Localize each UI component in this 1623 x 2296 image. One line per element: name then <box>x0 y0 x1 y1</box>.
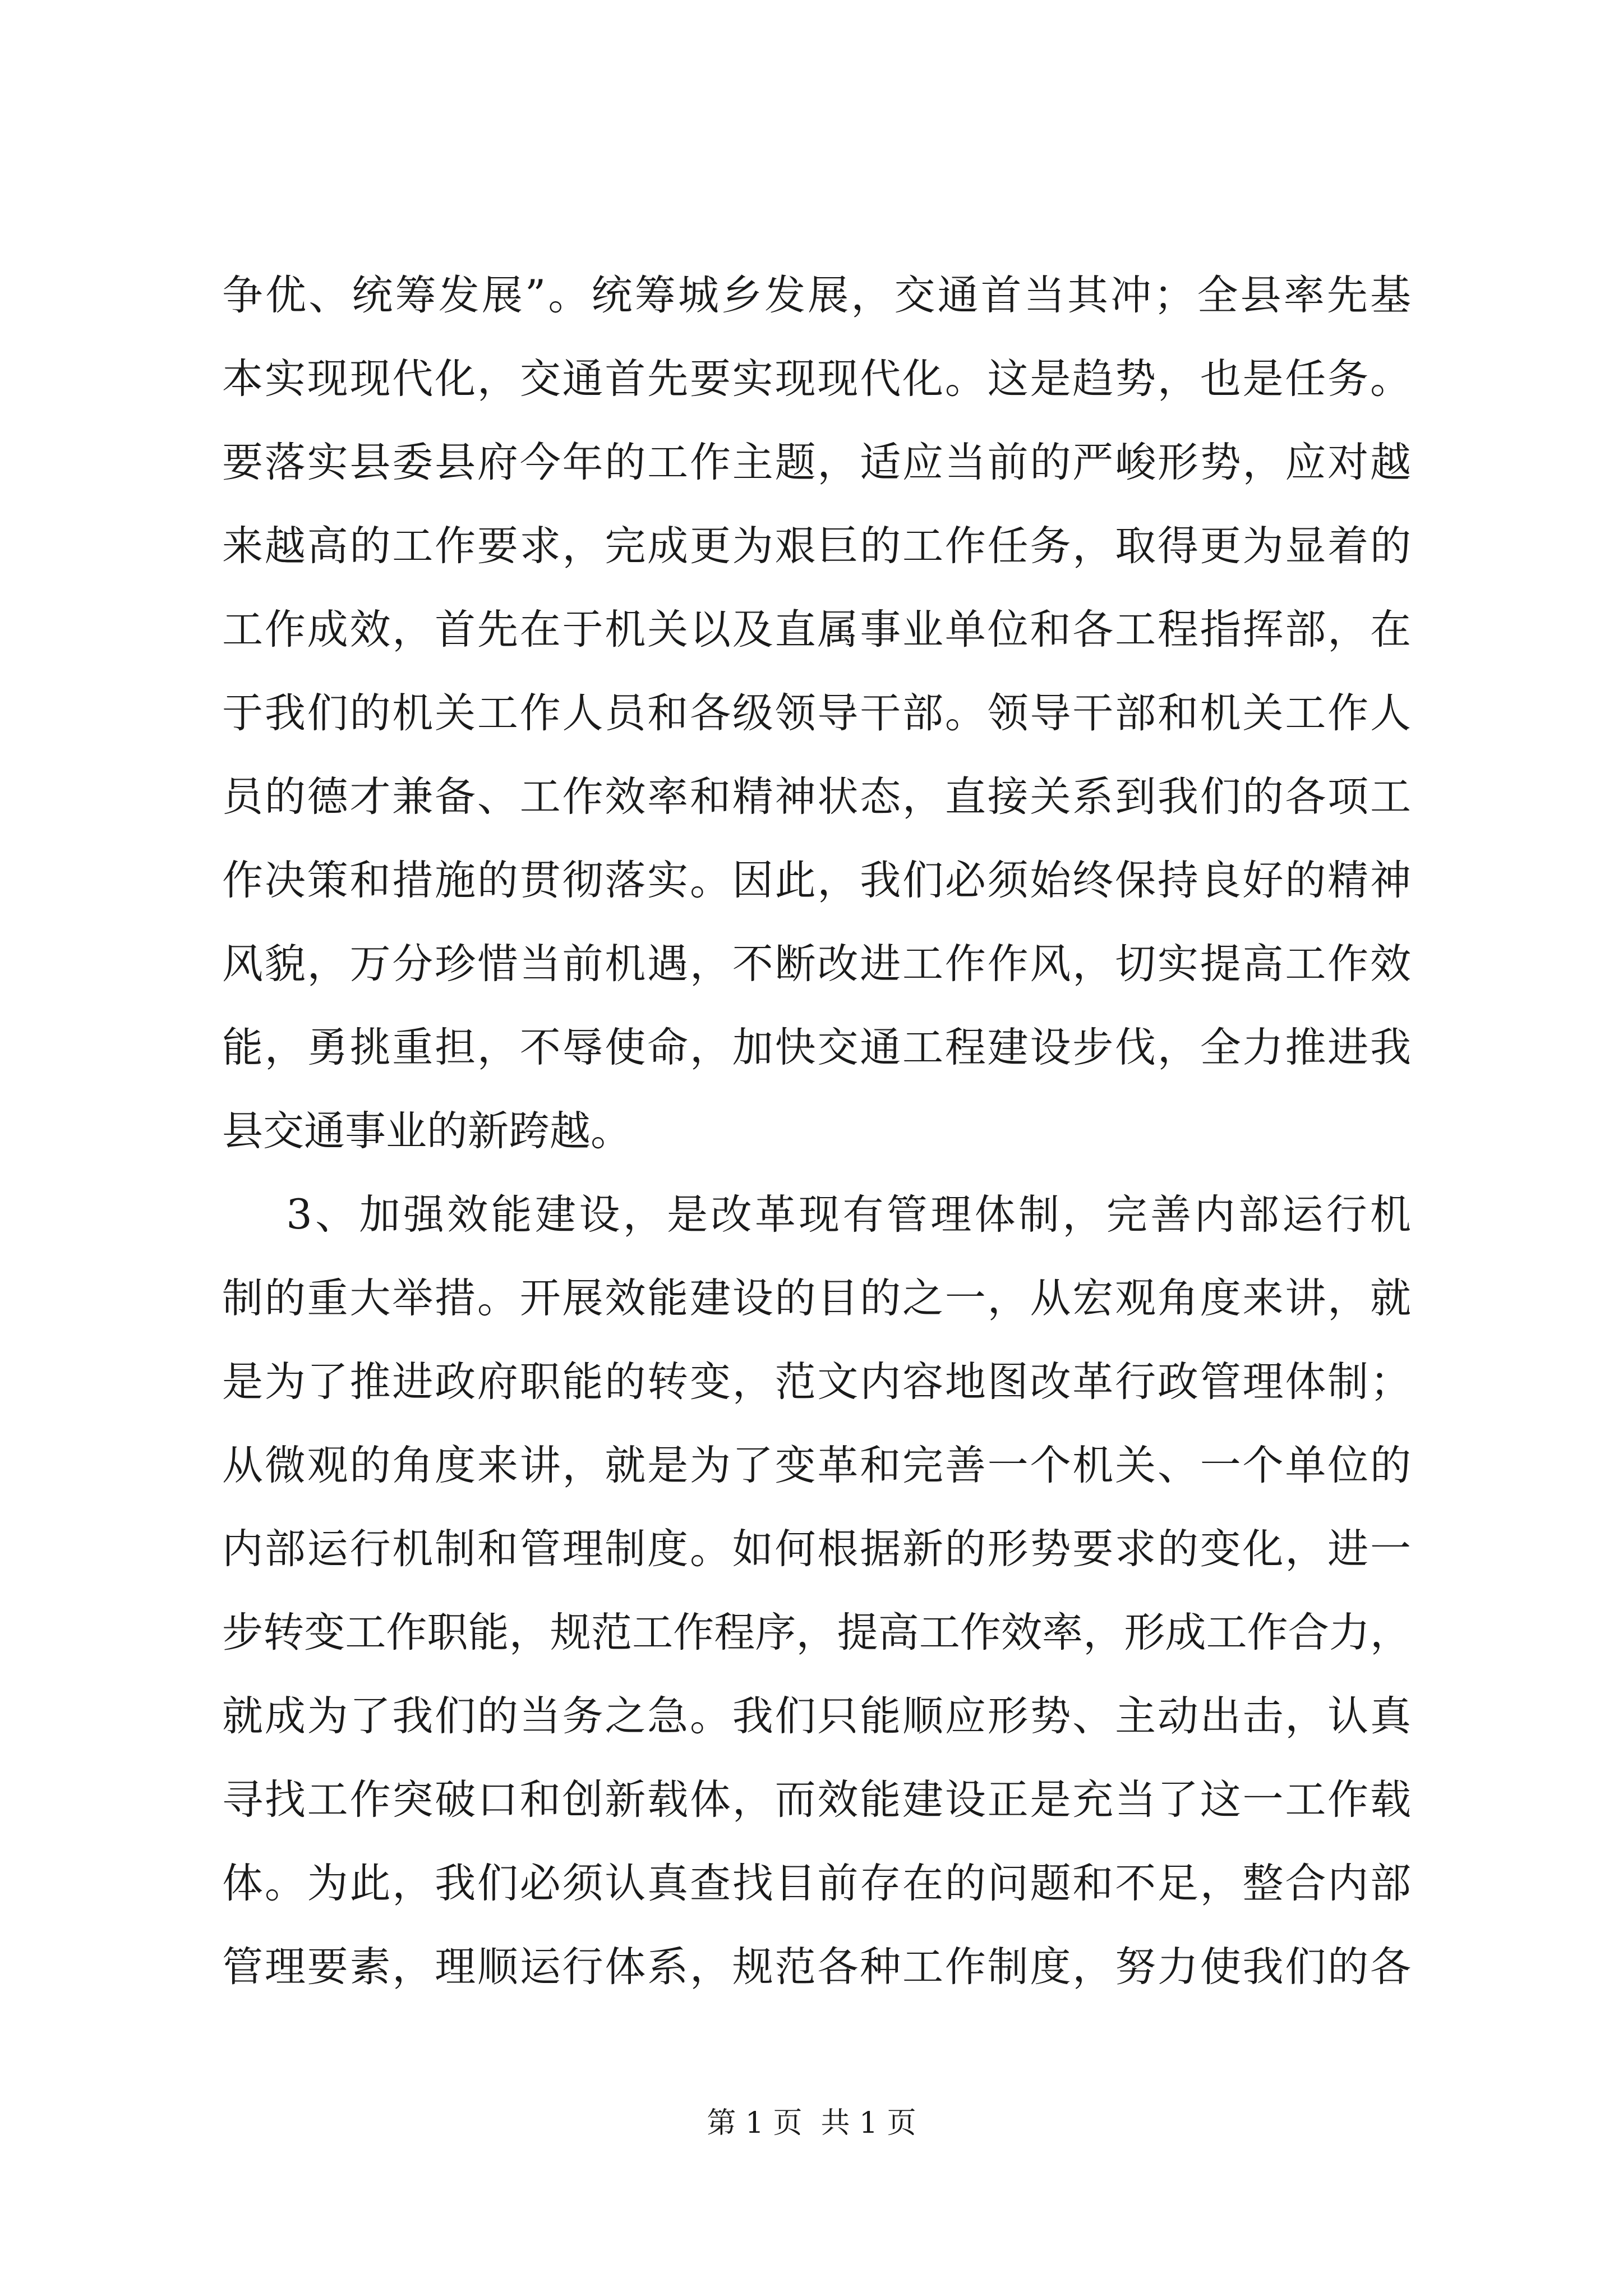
paragraph-1 <box>222 254 1411 1173</box>
text-line: 寻找工作突破口和创新载体，而效能建设正是充当了这一工作载 <box>222 1776 1411 1824</box>
text-line: 风貌，万分珍惜当前机遇，不断改进工作作风，切实提高工作效 <box>222 940 1411 988</box>
text-line: 内部运行机制和管理制度。如何根据新的形势要求的变化，进一 <box>222 1525 1411 1573</box>
text-line: 从微观的角度来讲，就是为了变革和完善一个机关、一个单位的 <box>222 1442 1411 1489</box>
text-line: 作决策和措施的贯彻落实。因此，我们必须始终保持良好的精神 <box>222 857 1411 904</box>
text-line: 于我们的机关工作人员和各级领导干部。领导干部和机关工作人 <box>222 689 1411 737</box>
text-line: 员的德才兼备、工作效率和精神状态，直接关系到我们的各项工 <box>222 773 1411 821</box>
body-text <box>222 254 1411 2009</box>
text-line: 本实现现代化，交通首先要实现现代化。这是趋势，也是任务。 <box>222 355 1411 403</box>
text-line: 体。为此，我们必须认真查找目前存在的问题和不足，整合内部 <box>222 1860 1411 1907</box>
text-line: 管理要素，理顺运行体系，规范各种工作制度，努力使我们的各 <box>222 1943 1411 1991</box>
text-line: 工作成效，首先在于机关以及直属事业单位和各工程指挥部，在 <box>222 606 1411 654</box>
page-footer <box>0 2104 1623 2143</box>
page-number-label: 第 1 页 共 1 页 <box>707 2106 916 2140</box>
text-line: 是为了推进政府职能的转变，范文内容地图改革行政管理体制； <box>222 1358 1411 1406</box>
text-line: 县交通事业的新跨越。 <box>222 1107 631 1155</box>
text-line: 能，勇挑重担，不辱使命，加快交通工程建设步伐，全力推进我 <box>222 1024 1411 1071</box>
text-line: 制的重大举措。开展效能建设的目的之一，从宏观角度来讲，就 <box>222 1274 1411 1322</box>
text-line: 来越高的工作要求，完成更为艰巨的工作任务，取得更为显着的 <box>222 522 1411 570</box>
paragraph-2 <box>222 1173 1411 2009</box>
text-line: 要落实县委县府今年的工作主题，适应当前的严峻形势，应对越 <box>222 439 1411 486</box>
text-line: 步转变工作职能，规范工作程序，提高工作效率，形成工作合力， <box>222 1609 1411 1657</box>
text-line: 争优、统筹发展”。统筹城乡发展，交通首当其冲；全县率先基 <box>222 272 1411 319</box>
text-line: 就成为了我们的当务之急。我们只能顺应形势、主动出击，认真 <box>222 1692 1411 1740</box>
text-line: 3、加强效能建设，是改革现有管理体制，完善内部运行机 <box>222 1191 1411 1239</box>
